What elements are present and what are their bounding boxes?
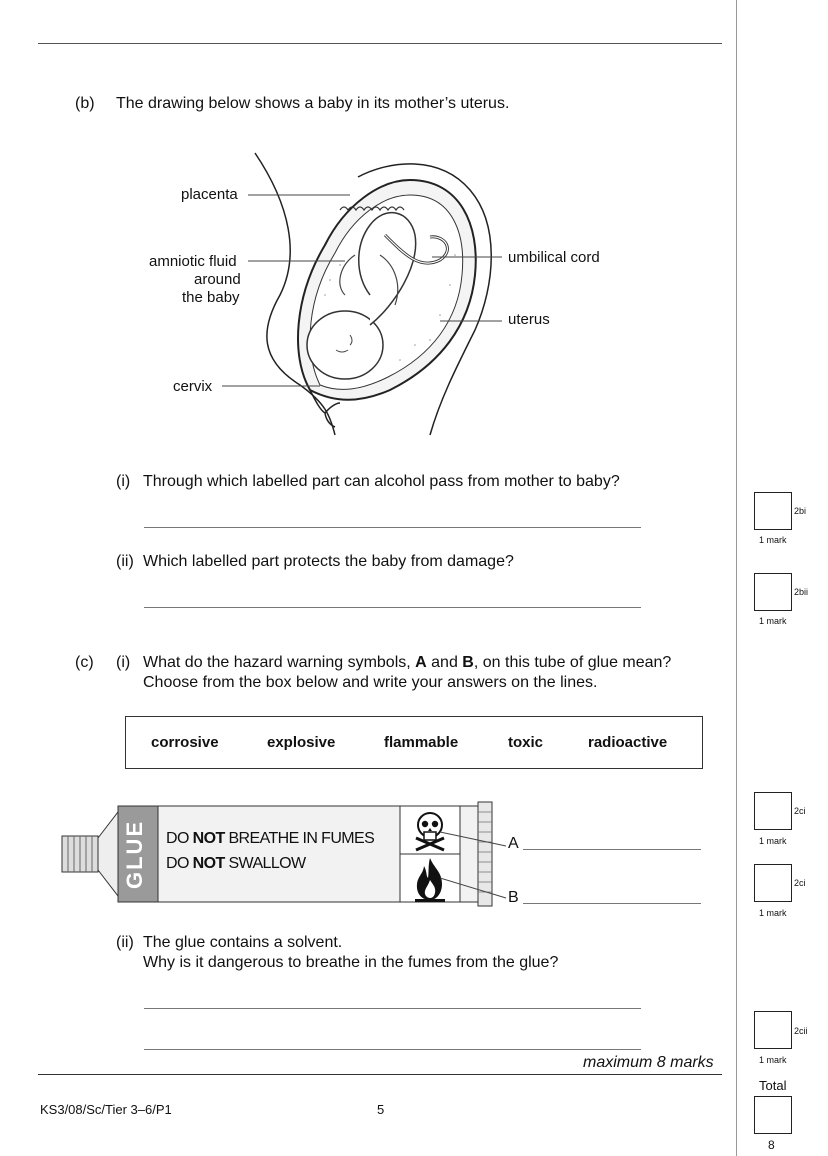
- c-ii-question-line2: Why is it dangerous to breathe in the fumes from the glue?: [143, 954, 559, 971]
- b-i-question: Through which labelled part can alcohol pass from mother to baby?: [143, 473, 620, 490]
- part-c-label: (c): [75, 654, 94, 671]
- footer-code: KS3/08/Sc/Tier 3–6/P1: [40, 1102, 172, 1117]
- mark-box-2cii[interactable]: [754, 1011, 792, 1049]
- c-i-number: (i): [116, 654, 131, 671]
- answer-line-b[interactable]: [523, 903, 701, 904]
- word-corrosive: corrosive: [151, 734, 219, 751]
- mark-code-2bii: 2bii: [794, 587, 809, 597]
- part-b-intro: The drawing below shows a baby in its mother’s uterus.: [116, 95, 510, 112]
- b-ii-number: (ii): [116, 553, 134, 570]
- mark-label-2ci-a: 1 mark: [759, 836, 787, 846]
- label-placenta: placenta: [181, 186, 238, 203]
- mark-box-2bi[interactable]: [754, 492, 792, 530]
- label-cervix: cervix: [173, 378, 213, 395]
- mark-code-2ci-a: 2ci: [794, 806, 806, 816]
- label-amniotic-baby: the baby: [182, 289, 240, 306]
- word-flammable: flammable: [384, 734, 459, 751]
- total-value: 8: [768, 1138, 775, 1152]
- mark-box-2bii[interactable]: [754, 573, 792, 611]
- word-radioactive: radioactive: [588, 734, 668, 751]
- top-rule: [38, 43, 722, 44]
- total-label: Total: [759, 1078, 787, 1093]
- mark-box-2ci-a[interactable]: [754, 792, 792, 830]
- margin-rule: [736, 0, 737, 1156]
- label-amniotic-fluid: amniotic fluid: [149, 253, 237, 270]
- word-choice-box: [125, 716, 703, 769]
- c-i-question-line1: What do the hazard warning symbols, A and B, on this tube of glue mean?: [143, 654, 672, 671]
- mark-label-2bi: 1 mark: [759, 535, 787, 545]
- word-explosive: explosive: [267, 734, 336, 751]
- tube-warning-line2: DO NOT SWALLOW: [166, 855, 306, 872]
- answer-line-a[interactable]: [523, 849, 701, 850]
- c-ii-question-line1: The glue contains a solvent.: [143, 934, 343, 951]
- part-b-label: (b): [75, 95, 95, 112]
- word-toxic: toxic: [508, 734, 544, 751]
- mark-code-2ci-b: 2ci: [794, 878, 806, 888]
- b-i-number: (i): [116, 473, 131, 490]
- b-i-answer-line[interactable]: [144, 527, 641, 528]
- b-ii-question: Which labelled part protects the baby from damage?: [143, 553, 514, 570]
- c-ii-answer-line-1[interactable]: [144, 1008, 641, 1009]
- footer-page-number: 5: [377, 1102, 385, 1117]
- label-b: B: [508, 889, 519, 906]
- maximum-marks: maximum 8 marks: [583, 1054, 714, 1071]
- label-uterus: uterus: [508, 311, 550, 328]
- mark-code-2cii: 2cii: [794, 1026, 808, 1036]
- label-a: A: [508, 835, 519, 852]
- mark-label-2cii: 1 mark: [759, 1055, 787, 1065]
- b-ii-answer-line[interactable]: [144, 607, 641, 608]
- mark-box-2ci-b[interactable]: [754, 864, 792, 902]
- label-amniotic-around: around: [194, 271, 241, 288]
- c-ii-answer-line-2[interactable]: [144, 1049, 641, 1050]
- c-i-question-line2: Choose from the box below and write your answers on the lines.: [143, 674, 598, 691]
- mark-label-2bii: 1 mark: [759, 616, 787, 626]
- label-umbilical-cord: umbilical cord: [508, 249, 600, 266]
- glue-brand: GLUE: [122, 819, 147, 889]
- total-box[interactable]: [754, 1096, 792, 1134]
- mark-label-2ci-b: 1 mark: [759, 908, 787, 918]
- mark-code-2bi: 2bi: [794, 506, 807, 516]
- bottom-rule: [38, 1074, 722, 1075]
- tube-warning-line1: DO NOT BREATHE IN FUMES: [166, 830, 375, 847]
- c-ii-number: (ii): [116, 934, 134, 951]
